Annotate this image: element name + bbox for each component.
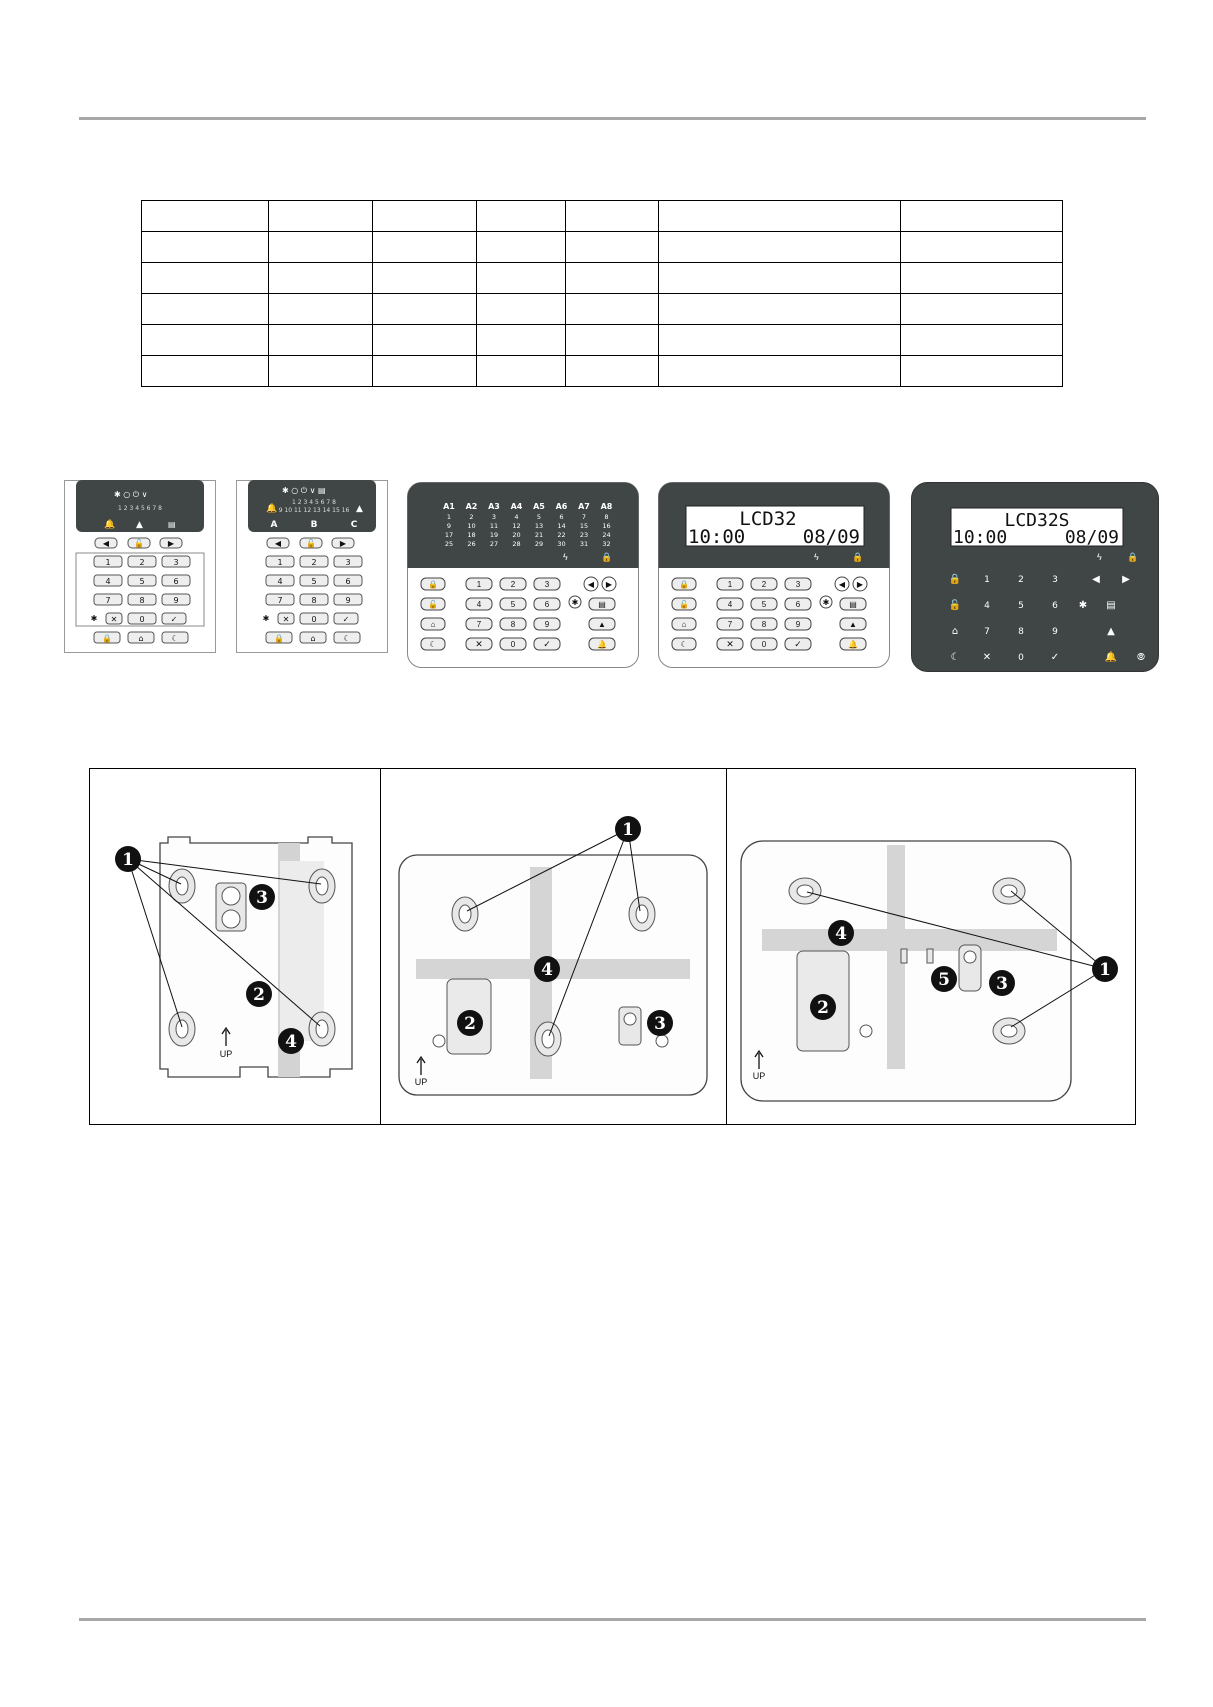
key-label: 6 (345, 577, 351, 586)
svg-text:◀: ◀ (587, 580, 595, 589)
key-label: 5 (761, 600, 767, 609)
side-key-icon: 🔒 (679, 580, 689, 589)
svg-text:🔒: 🔒 (274, 634, 284, 643)
spec-table (141, 200, 1063, 387)
table-cell (566, 325, 659, 356)
svg-text:✕: ✕ (282, 615, 290, 624)
svg-text:▲: ▲ (356, 504, 363, 514)
table-row (142, 201, 1063, 232)
svg-text:▲: ▲ (849, 620, 857, 629)
table-row (142, 232, 1063, 263)
key-label: 1 (105, 558, 111, 567)
key-label: 4 (727, 600, 733, 609)
zone-label: 27 (489, 540, 499, 548)
key-label: 2 (311, 558, 317, 567)
svg-text:✱: ✱ (571, 598, 579, 607)
zone-label: 22 (557, 531, 566, 539)
table-cell (659, 356, 901, 387)
table-cell (659, 325, 901, 356)
key-label: 8 (761, 620, 767, 629)
side-key-icon: 🔒 (428, 580, 438, 589)
zone-label: 9 (446, 522, 452, 530)
svg-text:🔒: 🔒 (601, 552, 613, 562)
key-label: 4 (105, 577, 111, 586)
key-label: 9 (544, 620, 550, 629)
side-key-icon: 🔓 (428, 600, 438, 609)
zone-label: 29 (534, 540, 544, 548)
callout: 1 (1099, 960, 1111, 980)
callout: 3 (996, 974, 1008, 994)
zone-label: 19 (489, 531, 499, 539)
table-cell (477, 232, 566, 263)
led-zone-numbers: 1 2 3 4 5 6 7 8 (118, 505, 162, 512)
key-label: 6 (795, 600, 801, 609)
svg-text:◀: ◀ (838, 580, 846, 589)
svg-text:ϟ: ϟ (563, 552, 568, 562)
svg-text:☾: ☾ (950, 652, 960, 663)
area-label: A4 (510, 502, 523, 511)
svg-text:🔒: 🔒 (1127, 552, 1139, 562)
table-cell (142, 232, 269, 263)
table-cell (269, 294, 373, 325)
key-label: 9 (345, 596, 351, 605)
zone-label: 10 (467, 522, 476, 530)
lcd32-time: 10:00 (688, 526, 746, 548)
svg-text:▶: ▶ (1122, 574, 1130, 585)
zone-label: 16 (602, 522, 611, 530)
svg-text:▲: ▲ (598, 620, 606, 629)
svg-text:🔔: 🔔 (104, 520, 116, 530)
key-label: 1 (277, 558, 283, 567)
zone-label: 11 (489, 522, 499, 530)
area-label: A (270, 520, 278, 530)
table-cell (477, 201, 566, 232)
area-label: A1 (443, 502, 455, 511)
key-label: 4 (984, 601, 990, 611)
table-cell (659, 201, 901, 232)
svg-text:✱: ✱ (1078, 600, 1088, 611)
key-label: 7 (105, 596, 111, 605)
svg-text:▤: ▤ (168, 520, 176, 529)
svg-text:✱: ✱ (262, 614, 270, 623)
zone-label: 23 (579, 531, 589, 539)
led-zone-row2: 9 10 11 12 13 14 15 16 (278, 507, 350, 514)
svg-text:▤: ▤ (598, 600, 606, 609)
key-label: 6 (544, 600, 550, 609)
zone-label: 5 (536, 513, 542, 521)
table-cell (269, 263, 373, 294)
svg-text:▶: ▶ (167, 539, 175, 548)
key-label: 0 (139, 615, 145, 624)
table-cell (566, 294, 659, 325)
zone-label: 30 (557, 540, 566, 548)
svg-text:▶: ▶ (856, 580, 864, 589)
mount-plate-lcd (381, 769, 727, 1124)
table-cell (901, 201, 1063, 232)
svg-text:ϟ: ϟ (1097, 552, 1102, 562)
svg-text:▤: ▤ (1106, 600, 1116, 611)
keypad-led8 (64, 480, 216, 653)
key-label: 9 (173, 596, 179, 605)
svg-text:◀: ◀ (274, 539, 282, 548)
svg-text:✓: ✓ (170, 615, 178, 624)
table-cell (373, 263, 477, 294)
key-label: 0 (311, 615, 317, 624)
table-cell (566, 263, 659, 294)
svg-text:🔓: 🔓 (134, 539, 144, 548)
table-row (142, 356, 1063, 387)
zone-label: 25 (444, 540, 454, 548)
key-label: 6 (1052, 601, 1058, 611)
table-cell (142, 294, 269, 325)
area-label: A2 (465, 502, 478, 511)
table-cell (373, 294, 477, 325)
svg-text:⌂: ⌂ (138, 634, 144, 643)
keypad-figures (0, 480, 1213, 680)
key-label: 5 (139, 577, 145, 586)
zone-label: 8 (604, 513, 609, 521)
mount-cell-1 (90, 769, 380, 1124)
svg-text:🔓: 🔓 (948, 600, 962, 611)
svg-text:⌂: ⌂ (951, 626, 959, 637)
callout: 3 (654, 1014, 666, 1034)
key-label: 3 (345, 558, 351, 567)
callout: 1 (622, 820, 634, 840)
zone-label: 28 (512, 540, 521, 548)
svg-text:✱: ✱ (90, 614, 98, 623)
svg-text:🔔: 🔔 (848, 640, 858, 649)
key-label: 1 (984, 575, 990, 585)
key-label: 8 (1018, 627, 1024, 637)
key-label: 2 (761, 580, 767, 589)
side-key-icon: 🔓 (679, 600, 689, 609)
key-label: 4 (476, 600, 482, 609)
key-label: 0 (1018, 653, 1024, 663)
zone-label: 3 (491, 513, 497, 521)
table-cell (901, 294, 1063, 325)
side-key-icon: ⌂ (681, 620, 687, 629)
table-cell (901, 325, 1063, 356)
svg-text:▤: ▤ (849, 600, 857, 609)
svg-text:✱ ○ ⏻ ∨ ▤: ✱ ○ ⏻ ∨ ▤ (282, 486, 326, 495)
svg-text:✱ ○ ⏻ ∨: ✱ ○ ⏻ ∨ (114, 490, 148, 499)
key-label: 2 (139, 558, 145, 567)
svg-text:🔒: 🔒 (948, 574, 962, 585)
area-label: A8 (600, 502, 613, 511)
callout: 3 (256, 888, 268, 908)
zone-label: 20 (512, 531, 521, 539)
table-cell (373, 232, 477, 263)
zone-label: 32 (602, 540, 611, 548)
zone-label: 18 (467, 531, 476, 539)
svg-text:🔒: 🔒 (852, 552, 864, 562)
callout: 4 (835, 924, 847, 944)
keypad-lcd32 (658, 482, 890, 668)
zone-label: 21 (534, 531, 544, 539)
svg-text:✕: ✕ (726, 639, 734, 649)
table-cell (142, 201, 269, 232)
svg-text:☾: ☾ (343, 634, 351, 643)
lcd32-title: LCD32 (739, 508, 797, 530)
area-label: A3 (488, 502, 500, 511)
zone-label: 17 (444, 531, 454, 539)
up-label: UP (219, 1049, 233, 1059)
svg-text:🔔: 🔔 (1104, 652, 1118, 663)
zone-label: 4 (514, 513, 519, 521)
table-cell (901, 356, 1063, 387)
zone-label: 2 (469, 513, 474, 521)
key-label: 3 (544, 580, 550, 589)
key-label: 7 (727, 620, 733, 629)
key-label: 3 (173, 558, 179, 567)
callout: 2 (817, 998, 829, 1018)
svg-text:ϟ: ϟ (814, 552, 819, 562)
svg-text:✓: ✓ (543, 639, 551, 649)
key-label: 8 (311, 596, 317, 605)
table-cell (901, 263, 1063, 294)
table-cell (566, 201, 659, 232)
area-label: B (310, 520, 318, 530)
table-cell (477, 356, 566, 387)
mount-cell-3 (726, 769, 1136, 1124)
zone-label: 6 (559, 513, 564, 521)
key-label: 6 (173, 577, 179, 586)
lcd32-date: 08/09 (802, 526, 860, 548)
footer-rule (79, 1618, 1146, 1621)
area-label: A7 (578, 502, 590, 511)
table-cell (901, 232, 1063, 263)
up-label: UP (414, 1077, 428, 1087)
callout: 1 (122, 850, 134, 870)
area-label: A5 (533, 502, 545, 511)
svg-text:▲: ▲ (136, 520, 143, 530)
table-cell (142, 263, 269, 294)
table-cell (477, 325, 566, 356)
table-cell (142, 325, 269, 356)
key-label: 7 (277, 596, 283, 605)
table-row (142, 294, 1063, 325)
header-rule (79, 117, 1146, 120)
table-cell (477, 294, 566, 325)
callout: 4 (541, 960, 553, 980)
key-label: 3 (795, 580, 801, 589)
table-cell (269, 232, 373, 263)
key-label: 9 (1052, 627, 1058, 637)
zone-label: 12 (512, 522, 521, 530)
key-label: 1 (727, 580, 733, 589)
svg-text:🔒: 🔒 (102, 634, 112, 643)
svg-text:🔔: 🔔 (597, 640, 607, 649)
callout: 2 (253, 985, 265, 1005)
svg-text:✕: ✕ (475, 639, 483, 649)
lcd32s-date: 08/09 (1064, 527, 1119, 548)
callout: 4 (285, 1032, 297, 1052)
table-cell (373, 325, 477, 356)
table-cell (659, 263, 901, 294)
zone-label: 13 (534, 522, 544, 530)
keypad-zones32 (407, 482, 639, 668)
area-label: C (350, 520, 358, 530)
led-zone-row1: 1 2 3 4 5 6 7 8 (292, 499, 336, 506)
table-row (142, 325, 1063, 356)
table-cell (477, 263, 566, 294)
key-label: 2 (510, 580, 516, 589)
mount-plate-led (90, 769, 380, 1124)
table-cell (269, 201, 373, 232)
side-key-icon: ☾ (680, 640, 688, 649)
side-key-icon: ⌂ (430, 620, 436, 629)
svg-text:▶: ▶ (605, 580, 613, 589)
mounting-figure (89, 768, 1136, 1125)
svg-text:⦾: ⦾ (1137, 652, 1145, 663)
table-cell (269, 325, 373, 356)
svg-text:✱: ✱ (822, 598, 830, 607)
mount-cell-2 (380, 769, 727, 1124)
svg-text:▲: ▲ (1107, 626, 1115, 637)
key-label: 5 (510, 600, 516, 609)
key-label: 8 (139, 596, 145, 605)
svg-text:◀: ◀ (1092, 574, 1100, 585)
svg-text:☾: ☾ (171, 634, 179, 643)
svg-text:⌂: ⌂ (310, 634, 316, 643)
key-label: 5 (311, 577, 317, 586)
zone-label: 15 (579, 522, 589, 530)
keypad-led16 (236, 480, 388, 653)
table-cell (659, 232, 901, 263)
lcd32s-title: LCD32S (1004, 510, 1070, 531)
key-label: 2 (1018, 575, 1024, 585)
callout: 5 (938, 970, 950, 990)
svg-text:🔓: 🔓 (306, 539, 316, 548)
table-cell (269, 356, 373, 387)
key-label: 7 (476, 620, 482, 629)
zone-label: 1 (446, 513, 452, 521)
zone-label: 24 (602, 531, 611, 539)
table-cell (659, 294, 901, 325)
area-label: A6 (555, 502, 568, 511)
table-cell (142, 356, 269, 387)
key-label: 4 (277, 577, 283, 586)
table-cell (566, 356, 659, 387)
key-label: 5 (1018, 601, 1024, 611)
svg-text:✓: ✓ (342, 615, 350, 624)
table-row (142, 263, 1063, 294)
svg-text:◀: ◀ (102, 539, 110, 548)
key-label: 3 (1052, 575, 1058, 585)
key-label: 0 (761, 640, 767, 649)
table-cell (566, 232, 659, 263)
table-cell (373, 356, 477, 387)
key-label: 0 (510, 640, 516, 649)
svg-text:▶: ▶ (339, 539, 347, 548)
svg-text:✓: ✓ (1050, 652, 1060, 663)
zone-label: 14 (557, 522, 566, 530)
svg-text:✕: ✕ (982, 652, 992, 663)
callout: 2 (464, 1014, 476, 1034)
lcd32s-time: 10:00 (953, 527, 1008, 548)
up-label: UP (752, 1071, 766, 1081)
mount-plate-lcd32s (727, 769, 1136, 1124)
side-key-icon: ☾ (429, 640, 437, 649)
svg-text:✕: ✕ (110, 615, 118, 624)
zone-label: 31 (579, 540, 589, 548)
zone-label: 26 (467, 540, 476, 548)
key-label: 9 (795, 620, 801, 629)
key-label: 1 (476, 580, 482, 589)
svg-text:🔔: 🔔 (266, 504, 278, 514)
table-cell (373, 201, 477, 232)
zone-label: 7 (581, 513, 587, 521)
svg-text:✓: ✓ (794, 639, 802, 649)
keypad-lcd32s (911, 482, 1159, 672)
key-label: 8 (510, 620, 516, 629)
key-label: 7 (984, 627, 990, 637)
